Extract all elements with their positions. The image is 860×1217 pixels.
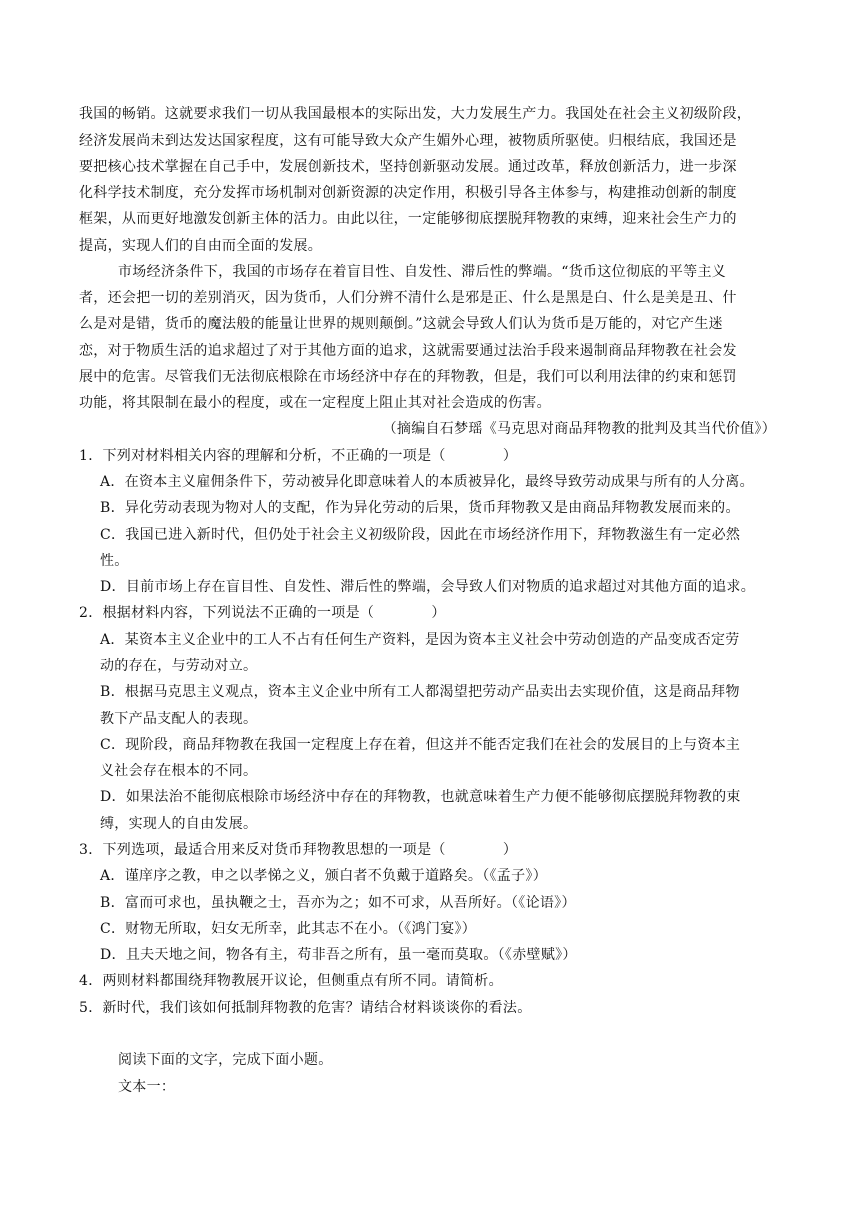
text-line: 恋，对于物质生活的追求超过了对于其他方面的追求，这就需要通过法治手段来遏制商品拜物教在社会发 — [79, 343, 737, 359]
text-line: 功能，将其限制在最小的程度，或在一定程度上阻止其对社会造成的伤害。 — [79, 395, 551, 411]
option-d-cont: 缚，实现人的自由发展。 — [100, 816, 258, 832]
option-a: A．谨庠序之教，申之以孝悌之义，颁白者不负戴于道路矣。（《孟子》） — [100, 868, 548, 884]
source-citation: （摘编自石梦瑶《马克思对商品拜物教的批判及其当代价值》） — [382, 421, 776, 437]
text-line: 要把核心技术掌握在自己手中，发展创新技术，坚持创新驱动发展。通过改革，释放创新活力，进一步深 — [79, 159, 737, 175]
option-a-cont: 动的存在，与劳动对立。 — [100, 658, 258, 674]
question-5: 5．新时代，我们该如何抵制拜物教的危害？请结合材料谈谈你的看法。 — [79, 1000, 532, 1016]
option-d: D．如果法治不能彻底根除市场经济中存在的拜物教，也就意味着生产力便不能够彻底摆脱拜物教的束 — [100, 789, 741, 805]
text-line: 经济发展尚未到达发达国家程度，这有可能导致大众产生媚外心理，被物质所驱使。归根结底，我国还是 — [79, 133, 737, 149]
question-stem: 1．下列对材料相关内容的理解和分析，不正确的一项是（ ） — [79, 448, 518, 464]
text-line: 提高，实现人们的自由而全面的发展。 — [79, 238, 323, 254]
option-d: D．且夫天地之间，物各有主，苟非吾之所有，虽一毫而莫取。（《赤壁赋》） — [100, 947, 577, 963]
text-line: 框架，从而更好地激发创新主体的活力。由此以往，一定能够彻底摆脱拜物教的束缚，迎来社会生产力的 — [79, 211, 737, 227]
text-line: 者，还会把一切的差别消灭，因为货币，人们分辨不清什么是邪是正、什么是黑是白、什么是美是丑、什 — [79, 290, 737, 306]
reading-instruction: 阅读下面的文字，完成下面小题。 — [118, 1052, 333, 1068]
option-c: C．我国已进入新时代，但仍处于社会主义初级阶段，因此在市场经济作用下，拜物教滋生有一定必然 — [100, 527, 741, 543]
text-line: 么是对是错，货币的魔法般的能量让世界的规则颠倒。”这就会导致人们认为货币是万能的，对它产生迷 — [79, 316, 723, 332]
question-4: 4．两则材料都围绕拜物教展开议论，但侧重点有所不同。请简析。 — [79, 973, 503, 989]
option-d: D．目前市场上存在盲目性、自发性、滞后性的弊端，会导致人们对物质的追求超过对其他方面的追求。 — [100, 579, 756, 595]
text-line: 市场经济条件下，我国的市场存在着盲目性、自发性、滞后性的弊端。“货币这位彻底的平等主义 — [118, 264, 727, 280]
question-stem: 2．根据材料内容，下列说法不正确的一项是（ ） — [79, 605, 446, 621]
text-line: 展中的危害。尽管我们无法彻底根除在市场经济中存在的拜物教，但是，我们可以利用法律的约束和惩罚 — [79, 369, 737, 385]
text-one-label: 文本一： — [118, 1079, 176, 1095]
option-c-cont: 性。 — [100, 553, 129, 569]
option-c-cont: 义社会存在根本的不同。 — [100, 763, 258, 779]
text-line: 化科学技术制度，充分发挥市场机制对创新资源的决定作用，积极引导各主体参与，构建推动创新的制度 — [79, 185, 737, 201]
option-b: B．根据马克思主义观点，资本主义企业中所有工人都渴望把劳动产品卖出去实现价值，这是商品拜物 — [100, 684, 740, 700]
option-a: A．某资本主义企业中的工人不占有任何生产资料，是因为资本主义社会中劳动创造的产品变成否定劳 — [100, 632, 740, 648]
question-stem: 3．下列选项，最适合用来反对货币拜物教思想的一项是（ ） — [79, 842, 518, 858]
option-b-cont: 教下产品支配人的表现。 — [100, 711, 258, 727]
option-c: C．现阶段，商品拜物教在我国一定程度上存在着，但这并不能否定我们在社会的发展目的上与资本主 — [100, 737, 741, 753]
option-a: A．在资本主义雇佣条件下，劳动被异化即意味着人的本质被异化，最终导致劳动成果与所有的人分离。 — [100, 474, 754, 490]
option-b: B．异化劳动表现为物对人的支配，作为异化劳动的后果，货币拜物教又是由商品拜物教发展而来的。 — [100, 500, 740, 516]
text-line: 我国的畅销。这就要求我们一切从我国最根本的实际出发，大力发展生产力。我国处在社会主义初级阶段， — [79, 106, 752, 122]
option-b: B．富而可求也，虽执鞭之士，吾亦为之；如不可求，从吾所好。（《论语》） — [100, 895, 576, 911]
option-c: C．财物无所取，妇女无所幸，此其志不在小。（《鸿门宴》） — [100, 921, 477, 937]
